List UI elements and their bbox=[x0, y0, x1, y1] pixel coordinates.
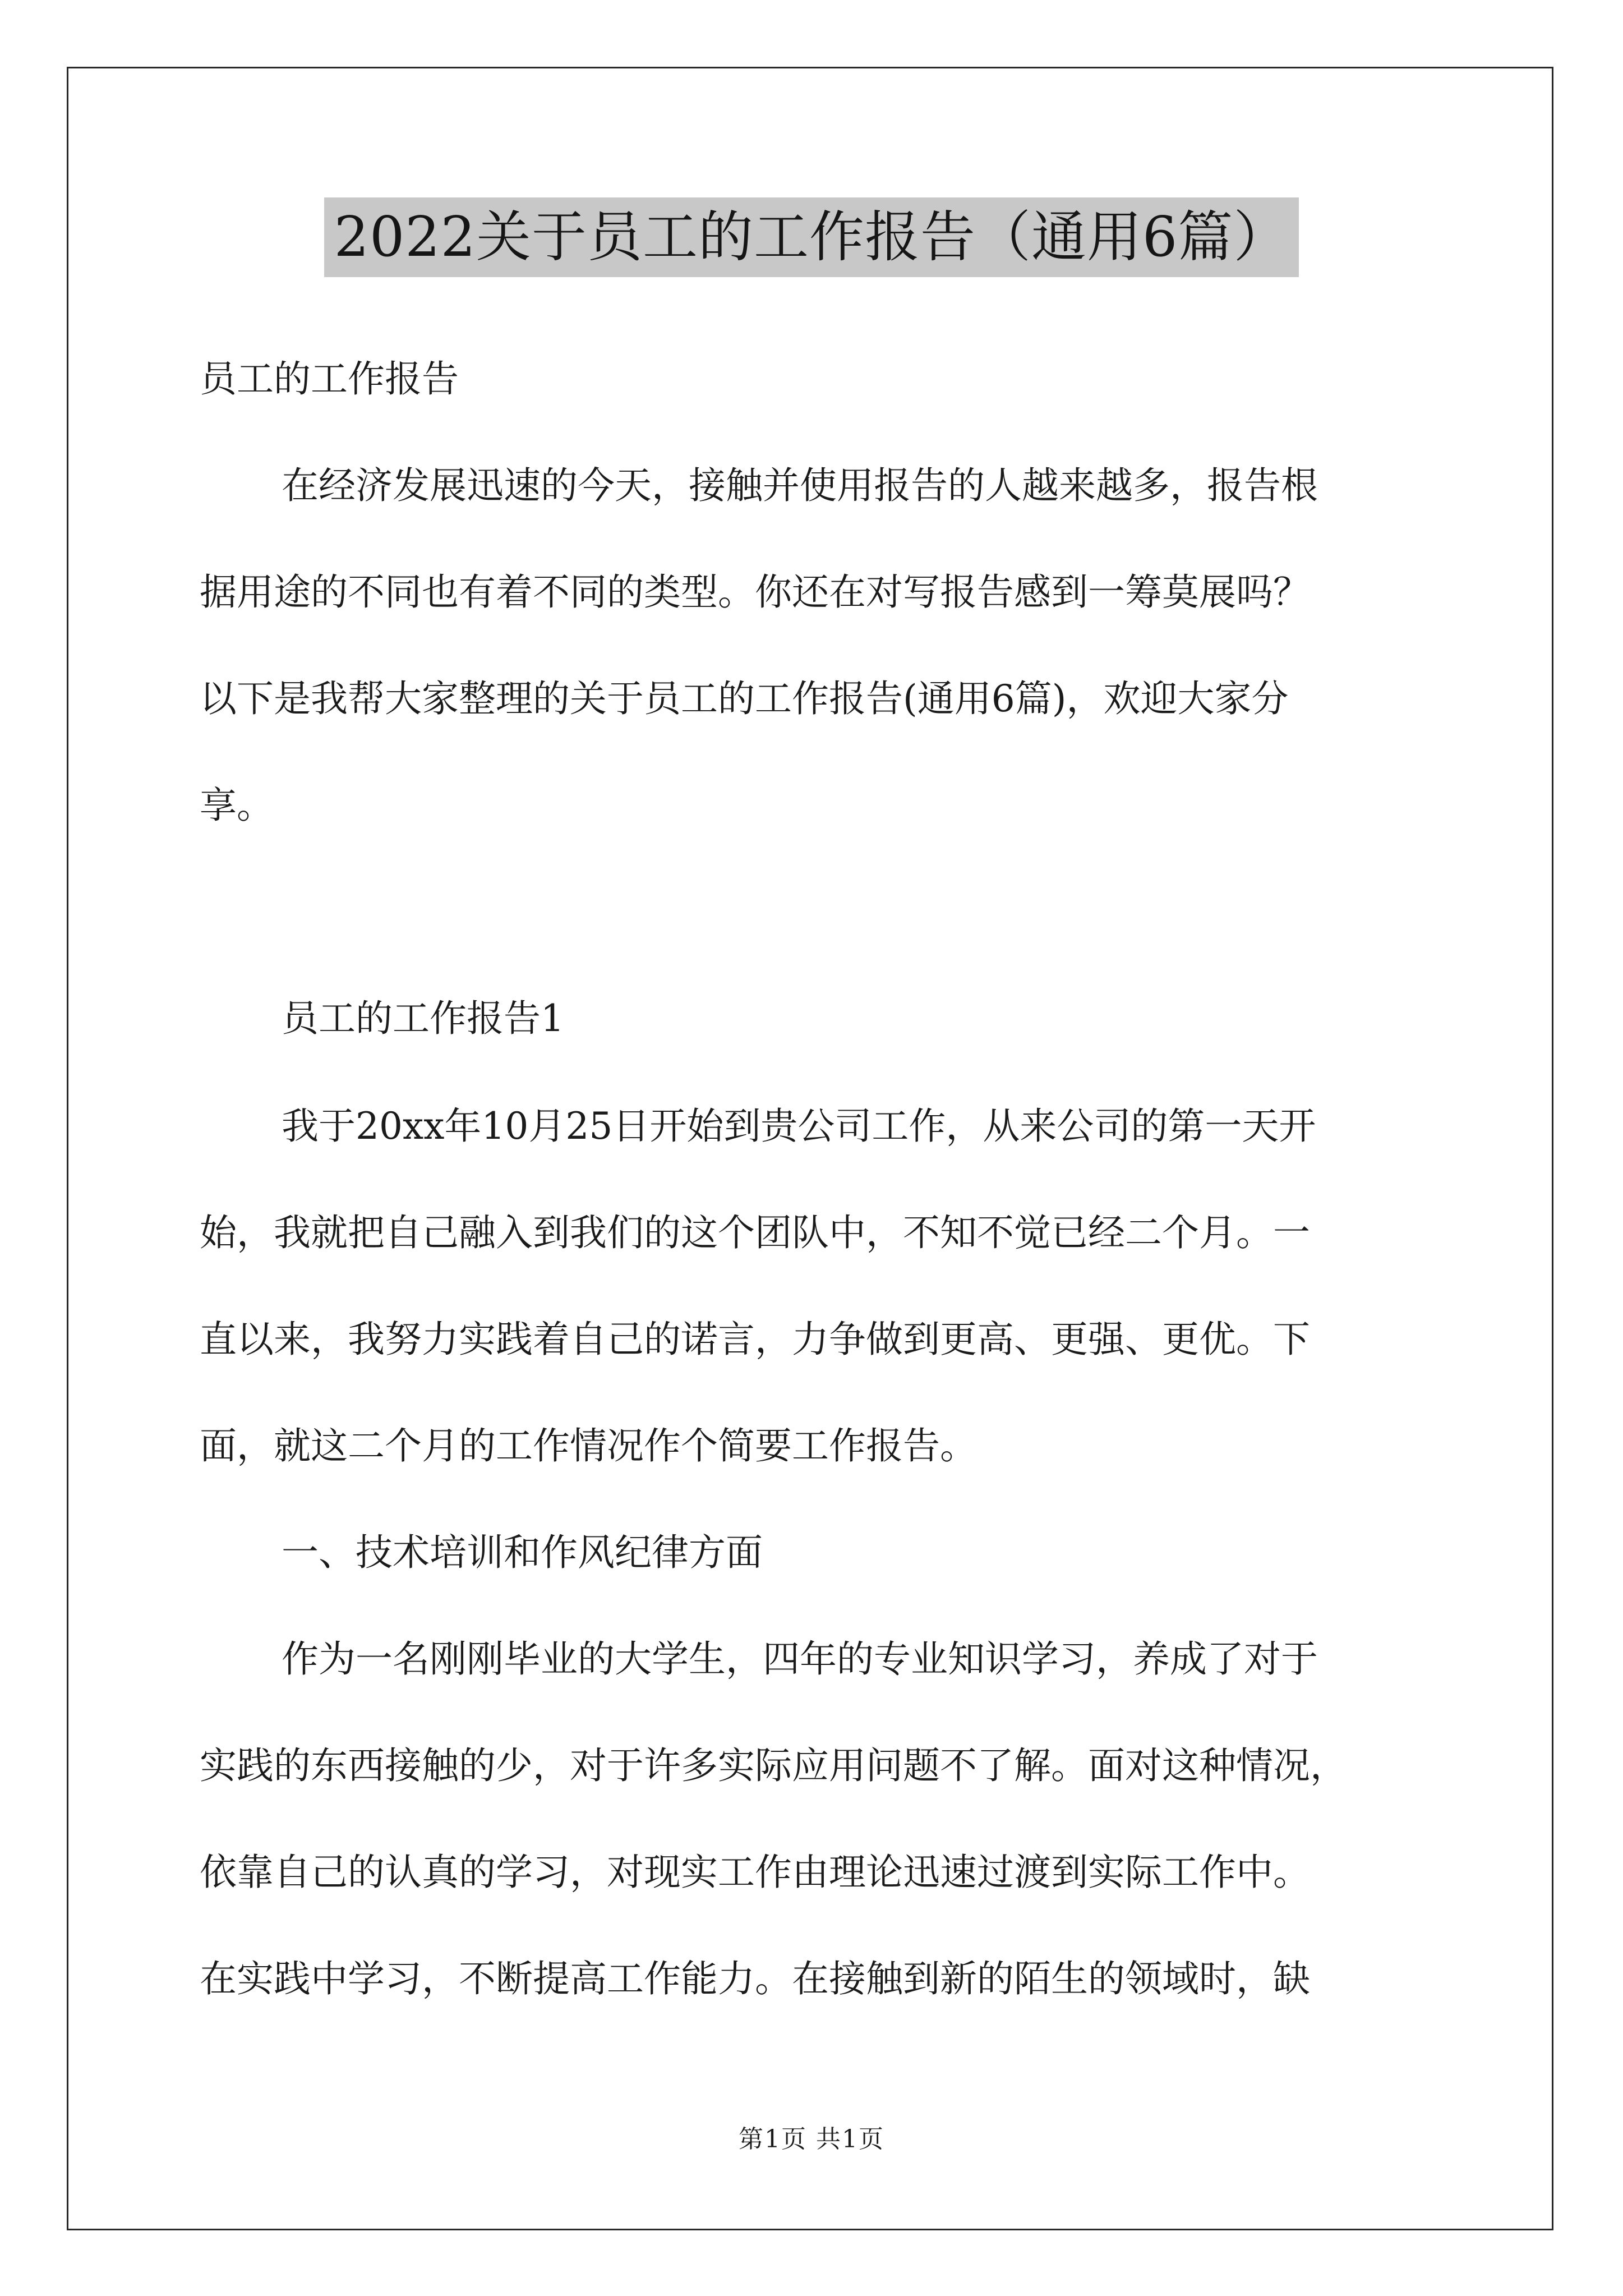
intro-line: 享。 bbox=[200, 784, 274, 827]
subheading: 一、技术培训和作风纪律方面 bbox=[282, 1531, 763, 1574]
section-title: 员工的工作报告1 bbox=[282, 997, 564, 1040]
document-heading: 员工的工作报告 bbox=[200, 357, 459, 401]
paragraph-line: 作为一名刚刚毕业的大学生，四年的专业知识学习，养成了对于 bbox=[282, 1637, 1318, 1681]
paragraph-line: 面，就这二个月的工作情况作个简要工作报告。 bbox=[200, 1424, 977, 1467]
paragraph-line: 始，我就把自己融入到我们的这个团队中，不知不觉已经二个月。一 bbox=[200, 1211, 1310, 1254]
title-container bbox=[0, 197, 1623, 277]
intro-line: 在经济发展迅速的今天，接触并使用报告的人越来越多，报告根 bbox=[282, 464, 1318, 507]
page-footer: 第1页 共1页 bbox=[739, 2125, 884, 2154]
paragraph-line: 直以来，我努力实践着自己的诺言，力争做到更高、更强、更优。下 bbox=[200, 1318, 1310, 1361]
paragraph-line: 依靠自己的认真的学习，对现实工作由理论迅速过渡到实际工作中。 bbox=[200, 1851, 1310, 1894]
paragraph-line: 我于20xx年10月25日开始到贵公司工作，从来公司的第一天开 bbox=[282, 1105, 1316, 1148]
paragraph-line: 在实践中学习，不断提高工作能力。在接触到新的陌生的领域时，缺 bbox=[200, 1957, 1310, 2000]
intro-line: 据用途的不同也有着不同的类型。你还在对写报告感到一筹莫展吗？ bbox=[200, 570, 1310, 614]
intro-line: 以下是我帮大家整理的关于员工的工作报告(通用6篇)，欢迎大家分 bbox=[200, 677, 1289, 720]
document-title: 2022关于员工的工作报告（通用6篇） bbox=[324, 197, 1299, 277]
paragraph-line: 实践的东西接触的少，对于许多实际应用问题不了解。面对这种情况， bbox=[200, 1744, 1347, 1787]
